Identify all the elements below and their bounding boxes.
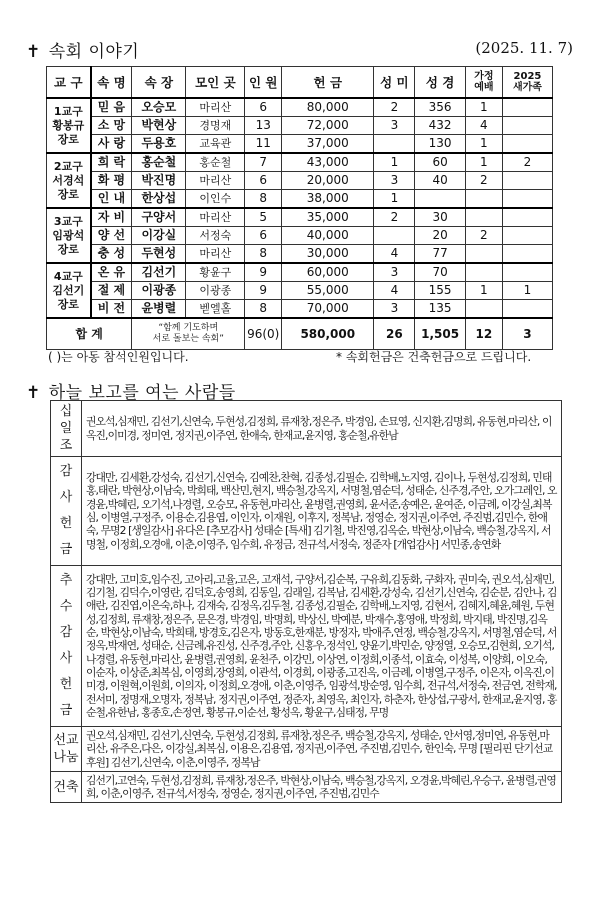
meeting-table	[46, 66, 553, 350]
bible-cell: 356	[415, 98, 465, 117]
place-cell: 마리산	[186, 245, 245, 264]
bible-cell: 40	[415, 172, 465, 190]
place-cell: 벧엘홀	[186, 300, 245, 319]
table-row	[47, 300, 553, 319]
section2-title-text: 하늘 보고를 여는 사람들	[48, 383, 236, 403]
district-cell: 3교구 임광석 장로	[47, 208, 91, 263]
table-row	[47, 153, 553, 172]
rice-cell: 3	[374, 117, 415, 135]
home-worship-cell: 4	[465, 117, 502, 135]
table-row	[47, 282, 553, 300]
place-cell: 서정숙	[186, 227, 245, 245]
attendance-cell: 11	[245, 135, 282, 154]
new-family-cell	[502, 117, 552, 135]
table-row	[47, 135, 553, 154]
place-cell: 이인수	[186, 190, 245, 209]
district-cell: 1교구 황봉규 장로	[47, 98, 91, 153]
meeting-name-cell: 자 비	[91, 208, 132, 227]
offering-cell: 43,000	[282, 153, 374, 172]
district-cell: 4교구 김선기 장로	[47, 263, 91, 318]
meeting-name-cell: 희 락	[91, 153, 132, 172]
meeting-name-cell: 화 평	[91, 172, 132, 190]
place-cell: 경명재	[186, 117, 245, 135]
total-note: “함께 기도하며 서로 돌보는 속회”	[132, 318, 245, 350]
donor-row	[51, 401, 562, 457]
offering-cell: 35,000	[282, 208, 374, 227]
offering-cell: 38,000	[282, 190, 374, 209]
rice-cell: 2	[374, 208, 415, 227]
total-offering: 580,000	[282, 318, 374, 350]
header-cell: 2025 새가족	[502, 67, 552, 99]
cross-icon: ✝	[26, 42, 41, 62]
attendance-cell: 6	[245, 172, 282, 190]
offering-note: * 속회헌금은 건축헌금으로 드립니다.	[336, 350, 532, 364]
header-cell: 모인 곳	[186, 67, 245, 99]
attendance-cell: 9	[245, 263, 282, 282]
bible-cell: 20	[415, 227, 465, 245]
home-worship-cell	[465, 300, 502, 319]
attendance-cell: 9	[245, 282, 282, 300]
offering-cell: 55,000	[282, 282, 374, 300]
attendance-cell: 5	[245, 208, 282, 227]
home-worship-cell: 2	[465, 172, 502, 190]
new-family-cell: 1	[502, 282, 552, 300]
header-cell: 가정 예배	[465, 67, 502, 99]
bible-cell: 130	[415, 135, 465, 154]
table-row	[47, 172, 553, 190]
leader-cell: 윤병렬	[132, 300, 186, 319]
leader-cell: 오승모	[132, 98, 186, 117]
table-row	[47, 190, 553, 209]
new-family-cell	[502, 98, 552, 117]
new-family-cell	[502, 300, 552, 319]
total-label: 합 계	[47, 318, 132, 350]
rice-cell: 4	[374, 282, 415, 300]
meeting-name-cell: 사 랑	[91, 135, 132, 154]
place-cell: 교육관	[186, 135, 245, 154]
children-note: ( )는 아동 참석인원입니다.	[48, 350, 189, 364]
donor-names: 강대만, 김세환,강성숙, 김선기,신연숙, 김예찬,찬혁, 김종성,김필순, 김학배,노지영, 김이나, 두현성,김정희, 민태홍,태란, 박현상,이남숙, 박희태, 백산민,현지, 백승철,강옥지, 서명철,염순덕, 성태순, 신주경,주안, 오가그레인, 오경윤,박혜린, 오기석,나경렬, 오승모, 유동현,마리산, 윤병렬,권영희, 윤서준,송예은, 윤여준, 이금례, 이강실,최복심, 이병열,구정주, 이용순,김용엽, 이인자, 이재원, 이후지, 정복남, 정영순, 정지권,이주연, 주진범,김민수, 한애숙, 무명2 [생일감사] 유다은 [추모감사] 성태순 [특새] 김기철, 박진영,김옥순, 박현상,이남숙, 백승철,강옥지, 서명철, 이정희,오경애, 이춘,이영주, 임수희, 유정금, 전규석,서정숙, 정준자 [개업감사] 서민종,송연화	[82, 457, 562, 566]
place-cell: 마리산	[186, 98, 245, 117]
offering-cell: 60,000	[282, 263, 374, 282]
home-worship-cell	[465, 263, 502, 282]
place-cell: 황윤구	[186, 263, 245, 282]
rice-cell: 4	[374, 245, 415, 264]
leader-cell: 이강실	[132, 227, 186, 245]
attendance-cell: 8	[245, 300, 282, 319]
total-attendance: 96(0)	[245, 318, 282, 350]
new-family-cell	[502, 263, 552, 282]
header-cell: 성 미	[374, 67, 415, 99]
new-family-cell	[502, 172, 552, 190]
bible-cell: 30	[415, 208, 465, 227]
attendance-cell: 6	[245, 98, 282, 117]
rice-cell: 3	[374, 263, 415, 282]
table-row	[47, 245, 553, 264]
donor-table	[50, 400, 562, 803]
offering-cell: 40,000	[282, 227, 374, 245]
header-cell: 속 명	[91, 67, 132, 99]
header-cell: 교 구	[47, 67, 91, 99]
offering-cell: 80,000	[282, 98, 374, 117]
home-worship-cell	[465, 190, 502, 209]
rice-cell: 3	[374, 172, 415, 190]
leader-cell: 박진명	[132, 172, 186, 190]
donor-names: 권오석,심재민, 김선기,신연숙, 두현성,김정희, 류재창,정은주, 박경임, 손묘영, 신지환,김명희, 유동현,마리산, 이옥진,이미경, 정미연, 정지권,이주연, 한애숙, 한재교,윤지영, 홍순철,유한남	[82, 401, 562, 457]
offering-cell: 30,000	[282, 245, 374, 264]
leader-cell: 홍순철	[132, 153, 186, 172]
meeting-name-cell: 비 전	[91, 300, 132, 319]
donor-category: 추 수 감 사 헌 금	[51, 566, 82, 727]
home-worship-cell: 1	[465, 282, 502, 300]
offering-cell: 72,000	[282, 117, 374, 135]
table-row	[47, 263, 553, 282]
leader-cell: 두현성	[132, 245, 186, 264]
meeting-name-cell: 인 내	[91, 190, 132, 209]
home-worship-cell: 1	[465, 135, 502, 154]
donor-category: 선교 나눔	[51, 727, 82, 772]
attendance-cell: 8	[245, 190, 282, 209]
header-cell: 속 장	[132, 67, 186, 99]
donor-category: 건축	[51, 771, 82, 803]
attendance-cell: 13	[245, 117, 282, 135]
table-row	[47, 227, 553, 245]
header-cell: 헌 금	[282, 67, 374, 99]
table-row	[47, 117, 553, 135]
place-cell: 마리산	[186, 208, 245, 227]
meeting-name-cell: 양 선	[91, 227, 132, 245]
leader-cell: 구양서	[132, 208, 186, 227]
donor-row	[51, 771, 562, 803]
meeting-name-cell: 절 제	[91, 282, 132, 300]
header-cell: 인 원	[245, 67, 282, 99]
section1-title-text: 속회 이야기	[48, 42, 140, 62]
header-cell: 성 경	[415, 67, 465, 99]
rice-cell: 1	[374, 153, 415, 172]
total-bible: 1,505	[415, 318, 465, 350]
offering-cell: 20,000	[282, 172, 374, 190]
place-cell: 홍순철	[186, 153, 245, 172]
meeting-name-cell: 소 망	[91, 117, 132, 135]
home-worship-cell	[465, 245, 502, 264]
total-row	[47, 318, 553, 350]
table-row	[47, 98, 553, 117]
cross-icon: ✝	[26, 383, 41, 403]
district-cell: 2교구 서경석 장로	[47, 153, 91, 208]
new-family-cell: 2	[502, 153, 552, 172]
table-row	[47, 208, 553, 227]
new-family-cell	[502, 227, 552, 245]
rice-cell: 3	[374, 300, 415, 319]
donor-category: 감 사 헌 금	[51, 457, 82, 566]
home-worship-cell	[465, 208, 502, 227]
bible-cell	[415, 190, 465, 209]
home-worship-cell: 1	[465, 153, 502, 172]
attendance-cell: 7	[245, 153, 282, 172]
new-family-cell	[502, 135, 552, 154]
report-date: (2025. 11. 7)	[475, 39, 573, 57]
new-family-cell	[502, 208, 552, 227]
attendance-cell: 6	[245, 227, 282, 245]
section1-title	[26, 37, 139, 62]
leader-cell: 이광종	[132, 282, 186, 300]
bible-cell: 432	[415, 117, 465, 135]
leader-cell: 김선기	[132, 263, 186, 282]
bible-cell: 155	[415, 282, 465, 300]
meeting-name-cell: 온 유	[91, 263, 132, 282]
rice-cell: 1	[374, 190, 415, 209]
rice-cell	[374, 135, 415, 154]
bible-cell: 70	[415, 263, 465, 282]
place-cell: 마리산	[186, 172, 245, 190]
donor-row	[51, 566, 562, 727]
donor-row	[51, 457, 562, 566]
bible-cell: 135	[415, 300, 465, 319]
meeting-name-cell: 충 성	[91, 245, 132, 264]
donor-names: 김선기,고연숙, 두현성,김정희, 류재창,정은주, 박현상,이남숙, 백승철,강옥지, 오경윤,박혜린,우승구, 윤병렬,권영희, 이춘,이영주, 전규석,서정숙, 정영순, 정지권,이주연, 주진범,김민수	[82, 771, 562, 803]
leader-cell: 두용호	[132, 135, 186, 154]
donor-names: 권오석,심재민, 김선기,신연숙, 두현성,김정희, 류재창,정은주, 백승철,강옥지, 성태순, 안서영,정미연, 유동현,마리산, 유주은,다은, 이강실,최복심, 이용은,김용엽, 정지권,이주연, 주진범,김민수, 한인숙, 무명 [필리핀 단기선교후원] 김선기,신연숙, 이춘,이영주, 정복남	[82, 727, 562, 772]
bible-cell: 77	[415, 245, 465, 264]
offering-cell: 37,000	[282, 135, 374, 154]
rice-cell: 2	[374, 98, 415, 117]
donor-row	[51, 727, 562, 772]
leader-cell: 한상섭	[132, 190, 186, 209]
meeting-name-cell: 믿 음	[91, 98, 132, 117]
total-new-family: 3	[502, 318, 552, 350]
total-rice: 26	[374, 318, 415, 350]
bible-cell: 60	[415, 153, 465, 172]
donor-names: 강대만, 고미호,임수진, 고아리,고율,고은, 고재석, 구양서,김순복, 구유희,김동화, 구화자, 권미숙, 권오석,심재민, 김기철, 김덕수,이영란, 김덕호,송영희, 김동일, 김래일, 김복남, 김세환,강성숙, 김선기,신연숙, 김순분, 김안나, 김애란, 김진엽,이은숙,하나, 김재숙, 김정옥,김두철, 김종성,김필순, 김학배,노지영, 김현서, 김혜지,혜윤,혜원, 두현성,김정희, 류재창,정은주, 문은경, 박경임, 박명희, 박상신, 박예분, 박재수,홍영애, 박정희, 박지태, 박진명,김옥순, 박현상,이남숙, 박희태, 방경호,김은자, 방동호,한재분, 방정자, 박애주,연정, 백승철,강옥지, 서명철,염순덕, 서정옥,박재연, 성태순, 신금례,유진성, 신주경,주안, 신홍우,정석인, 양윤기,박민순, 양정열, 오승모,김현희, 오기석,나경렬, 유동현,마리산, 윤병렬,권영희, 윤천주, 이강민, 이상연, 이정희,이종석, 이효숙, 이성복, 이양희, 이오숙, 이순자, 이상준,최복심, 이영희,장영희, 이관석, 이경희, 이광종,고진옥, 이금례, 이병열,구정주, 이은자, 이옥진,이미경, 이원혁,이원희, 이의자, 이정희,오경애, 이춘,이영주, 임광석,방순영, 임수희, 전규석,서정숙, 전금연, 전학재,전서미, 정명재,오명자, 정복남, 정지권,이주연, 정준자, 최영옥, 최인자, 하춘자, 한상섭,구광서, 한재교,윤지영, 홍순철,유한남, 홍종호,손정연, 황봉규,이순선, 황성옥, 황윤구,심태정, 무명	[82, 566, 562, 727]
offering-cell: 70,000	[282, 300, 374, 319]
total-home-worship: 12	[465, 318, 502, 350]
new-family-cell	[502, 190, 552, 209]
leader-cell: 박현상	[132, 117, 186, 135]
rice-cell	[374, 227, 415, 245]
home-worship-cell: 1	[465, 98, 502, 117]
home-worship-cell: 2	[465, 227, 502, 245]
place-cell: 이광종	[186, 282, 245, 300]
new-family-cell	[502, 245, 552, 264]
donor-category: 십 일 조	[51, 401, 82, 457]
attendance-cell: 8	[245, 245, 282, 264]
